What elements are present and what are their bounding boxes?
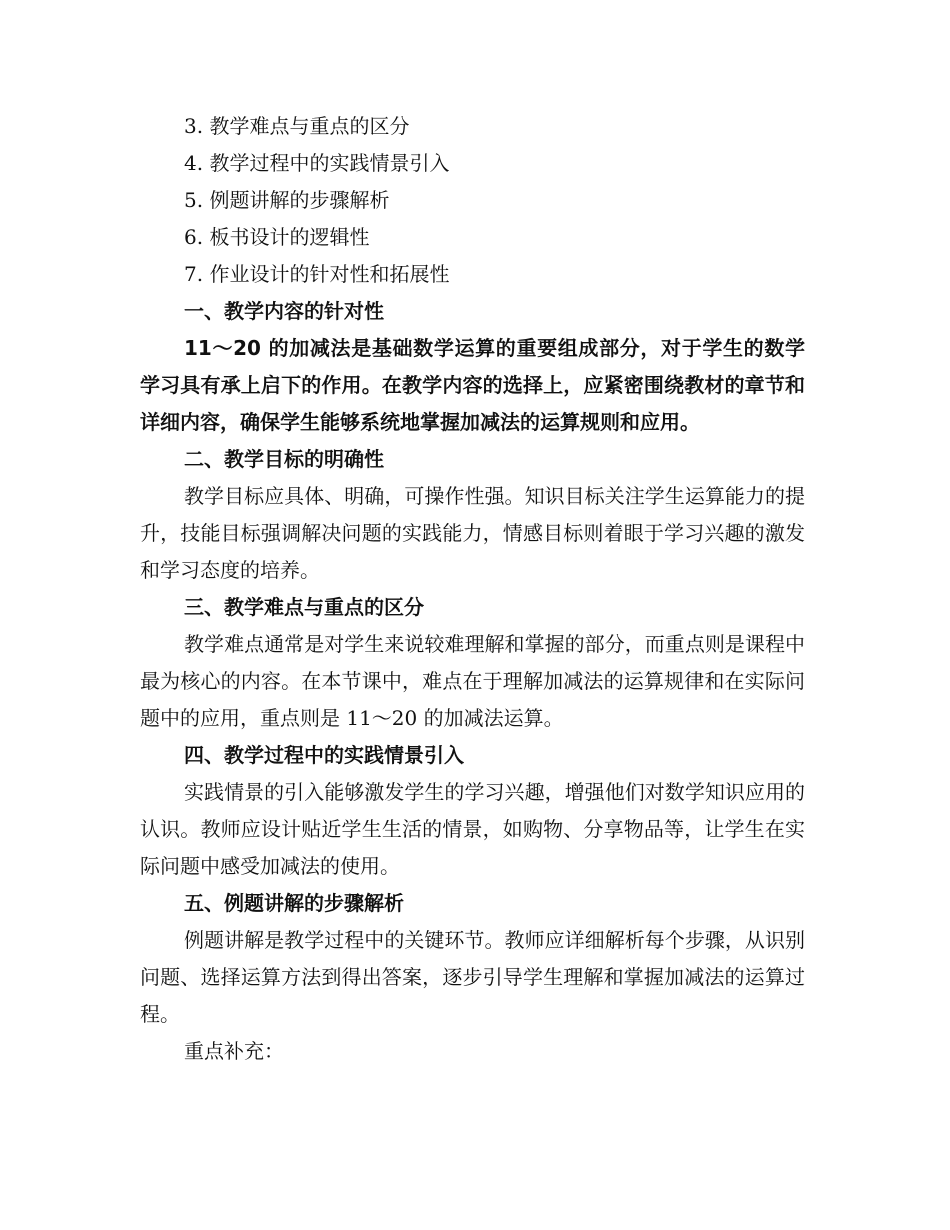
- section-paragraph: 例题讲解是教学过程中的关键环节。教师应详细解析每个步骤，从识别问题、选择运算方法到得出答案，逐步引导学生理解和掌握加减法的运算过程。: [140, 928, 805, 1026]
- list-item: 3. 教学难点与重点的区分: [184, 114, 410, 138]
- list-item: 6. 板书设计的逻辑性: [184, 225, 370, 249]
- section-paragraph: 教学难点通常是对学生来说较难理解和掌握的部分，而重点则是课程中最为核心的内容。在本节课中，难点在于理解加减法的运算规律和在实际问题中的应用，重点则是 11～20 的加减法运算。: [140, 632, 805, 730]
- section-heading: 一、教学内容的针对性: [184, 299, 384, 323]
- section-paragraph: 教学目标应具体、明确，可操作性强。知识目标关注学生运算能力的提升，技能目标强调解决问题的实践能力，情感目标则着眼于学习兴趣的激发和学习态度的培养。: [140, 484, 805, 582]
- list-item: 5. 例题讲解的步骤解析: [184, 188, 390, 212]
- section-heading: 三、教学难点与重点的区分: [184, 595, 424, 619]
- section-paragraph: 实践情景的引入能够激发学生的学习兴趣，增强他们对数学知识应用的认识。教师应设计贴近学生生活的情景，如购物、分享物品等，让学生在实际问题中感受加减法的使用。: [140, 780, 805, 878]
- section-heading: 五、例题讲解的步骤解析: [184, 891, 404, 915]
- supplement-note: 重点补充：: [184, 1039, 284, 1063]
- list-item: 7. 作业设计的针对性和拓展性: [184, 262, 450, 286]
- document-page: [140, 108, 805, 1070]
- section-heading: 四、教学过程中的实践情景引入: [184, 743, 464, 767]
- list-item: 4. 教学过程中的实践情景引入: [184, 151, 450, 175]
- section-heading: 二、教学目标的明确性: [184, 447, 384, 471]
- section-paragraph: 11～20 的加减法是基础数学运算的重要组成部分，对于学生的数学学习具有承上启下的作用。在教学内容的选择上，应紧密围绕教材的章节和详细内容，确保学生能够系统地掌握加减法的运算规则和应用。: [140, 336, 805, 434]
